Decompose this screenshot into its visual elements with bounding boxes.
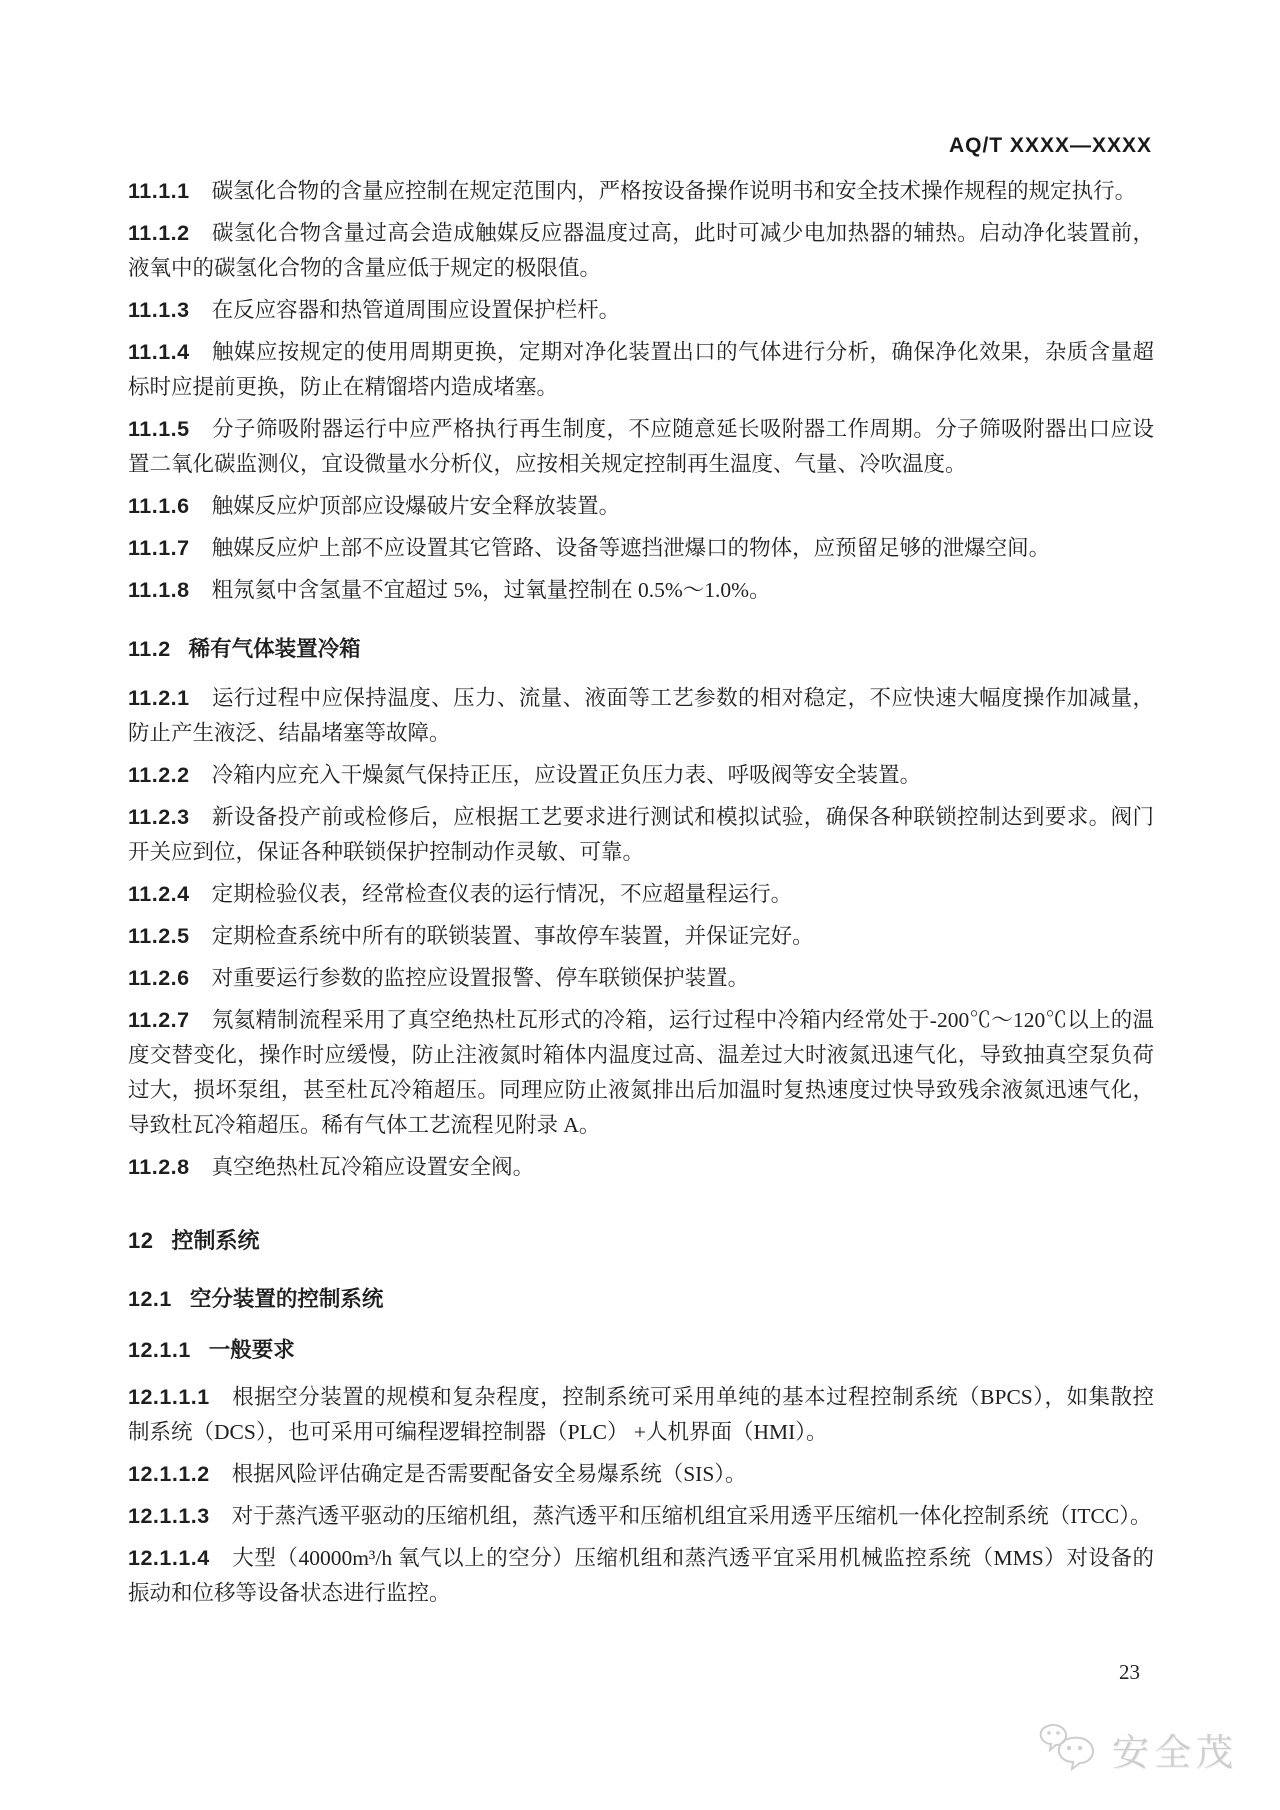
- clause-text: 对重要运行参数的监控应设置报警、停车联锁保护装置。: [211, 966, 750, 990]
- clause-text: 根据空分装置的规模和复杂程度，控制系统可采用单纯的基本过程控制系统（BPCS），如集散控制系统（DCS），也可采用可编程逻辑控制器（PLC） +人机界面（HMI）。: [128, 1385, 1154, 1444]
- clause-paragraph: [128, 489, 1154, 524]
- clause-text: 碳氢化合物含量过高会造成触媒反应器温度过高，此时可减少电加热器的辅热。启动净化装置前，液氧中的碳氢化合物的含量应低于规定的极限值。: [128, 221, 1154, 280]
- clause-paragraph: [128, 1499, 1154, 1534]
- watermark: [1038, 1722, 1238, 1776]
- clause-text: 碳氢化合物的含量应控制在规定范围内，严格按设备操作说明书和安全技术操作规程的规定执行。: [211, 179, 1137, 203]
- clause-number: 12.1.1.2: [128, 1462, 210, 1486]
- clause-text: 新设备投产前或检修后，应根据工艺要求进行测试和模拟试验，确保各种联锁控制达到要求。阀门开关应到位，保证各种联锁保护控制动作灵敏、可靠。: [128, 805, 1154, 864]
- clause-text: 控制系统: [171, 1228, 260, 1253]
- clause-paragraph: [128, 1457, 1154, 1492]
- clause-number: 11.2.3: [128, 805, 190, 829]
- clause-paragraph: [128, 1380, 1154, 1450]
- wechat-icon: [1038, 1722, 1102, 1776]
- clause-text: 氖氦精制流程采用了真空绝热杜瓦形式的冷箱，运行过程中冷箱内经常处于-200℃～120℃以上的温度交替变化，操作时应缓慢，防止注液氮时箱体内温度过高、温差过大时液氮迅速气化，导致抽真空泵负荷过大，损坏泵组，甚至杜瓦冷箱超压。同理应防止液氮排出后加温时复热速度过快导致残余液氮迅速气化，导致杜瓦冷箱超压。稀有气体工艺流程见附录 A。: [128, 1008, 1154, 1137]
- watermark-label: 安全茂: [1112, 1732, 1238, 1773]
- section-heading: [128, 1282, 1154, 1317]
- clause-paragraph: [128, 573, 1154, 608]
- clause-number: 11.1.7: [128, 536, 190, 560]
- clause-number: 11.2.6: [128, 966, 190, 990]
- clause-number: 11.1.2: [128, 221, 190, 245]
- clause-number: 11.2.7: [128, 1008, 190, 1032]
- clause-text: 定期检查系统中所有的联锁装置、事故停车装置，并保证完好。: [211, 924, 814, 948]
- clause-number: 12.1.1.1: [128, 1385, 210, 1409]
- clause-paragraph: [128, 1541, 1154, 1611]
- clause-number: 11.2: [128, 637, 171, 661]
- section-heading: [128, 1223, 1154, 1258]
- clause-text: 对于蒸汽透平驱动的压缩机组，蒸汽透平和压缩机组宜采用透平压缩机一体化控制系统（ITCC）。: [231, 1504, 1152, 1528]
- clause-number: 12.1.1.3: [128, 1504, 210, 1528]
- clause-text: 冷箱内应充入干燥氮气保持正压，应设置正负压力表、呼吸阀等安全装置。: [211, 763, 922, 787]
- clause-text: 触媒反应炉上部不应设置其它管路、设备等遮挡泄爆口的物体，应预留足够的泄爆空间。: [211, 536, 1051, 560]
- clause-text: 根据风险评估确定是否需要配备安全易爆系统（SIS）。: [231, 1462, 747, 1486]
- clause-number: 11.1.5: [128, 417, 190, 441]
- clause-text: 一般要求: [208, 1338, 295, 1362]
- clause-number: 11.1.3: [128, 298, 190, 322]
- clause-paragraph: [128, 877, 1154, 912]
- clause-paragraph: [128, 919, 1154, 954]
- clause-text: 运行过程中应保持温度、压力、流量、液面等工艺参数的相对稳定，不应快速大幅度操作加减量，防止产生液泛、结晶堵塞等故障。: [128, 686, 1154, 745]
- clause-text: 粗氖氦中含氢量不宜超过 5%，过氧量控制在 0.5%～1.0%。: [211, 578, 771, 602]
- clause-paragraph: [128, 961, 1154, 996]
- clause-paragraph: [128, 335, 1154, 405]
- clause-text: 定期检验仪表，经常检查仪表的运行情况，不应超量程运行。: [211, 882, 793, 906]
- clause-number: 11.2.1: [128, 686, 190, 710]
- section-heading: [128, 632, 1154, 667]
- clause-text: 空分装置的控制系统: [189, 1287, 384, 1311]
- clause-number: 12.1.1.4: [128, 1546, 210, 1570]
- clause-text: 分子筛吸附器运行中应严格执行再生制度，不应随意延长吸附器工作周期。分子筛吸附器出口应设置二氧化碳监测仪，宜设微量水分析仪，应按相关规定控制再生温度、气量、冷吹温度。: [128, 417, 1154, 476]
- standard-number-header: AQ/T XXXX—XXXX: [948, 134, 1152, 157]
- clause-paragraph: [128, 293, 1154, 328]
- document-body: [128, 174, 1154, 1618]
- clause-text: 真空绝热杜瓦冷箱应设置安全阀。: [211, 1155, 535, 1179]
- clause-number: 11.1.1: [128, 179, 190, 203]
- clause-number: 11.2.5: [128, 924, 190, 948]
- clause-paragraph: [128, 412, 1154, 482]
- page-number: 23: [1119, 1660, 1140, 1684]
- clause-text: 大型（40000m³/h 氧气以上的空分）压缩机组和蒸汽透平宜采用机械监控系统（MMS）对设备的振动和位移等设备状态进行监控。: [128, 1546, 1154, 1605]
- clause-number: 11.2.4: [128, 882, 190, 906]
- clause-paragraph: [128, 1150, 1154, 1185]
- clause-number: 11.1.6: [128, 494, 190, 518]
- clause-text: 稀有气体装置冷箱: [188, 637, 361, 661]
- clause-paragraph: [128, 758, 1154, 793]
- clause-number: 12.1.1: [128, 1338, 191, 1362]
- clause-paragraph: [128, 216, 1154, 286]
- clause-number: 11.1.4: [128, 340, 190, 364]
- clause-number: 12.1: [128, 1287, 172, 1311]
- clause-paragraph: [128, 800, 1154, 870]
- clause-paragraph: [128, 531, 1154, 566]
- section-heading: [128, 1333, 1154, 1368]
- clause-text: 触媒应按规定的使用周期更换，定期对净化装置出口的气体进行分析，确保净化效果，杂质含量超标时应提前更换，防止在精馏塔内造成堵塞。: [128, 340, 1154, 399]
- clause-number: 11.2.2: [128, 763, 190, 787]
- clause-paragraph: [128, 681, 1154, 751]
- clause-paragraph: [128, 174, 1154, 209]
- clause-text: 在反应容器和热管道周围应设置保护栏杆。: [211, 298, 621, 322]
- clause-number: 11.2.8: [128, 1155, 190, 1179]
- clause-number: 12: [128, 1228, 154, 1253]
- clause-paragraph: [128, 1003, 1154, 1143]
- clause-number: 11.1.8: [128, 578, 190, 602]
- clause-text: 触媒反应炉顶部应设爆破片安全释放装置。: [211, 494, 621, 518]
